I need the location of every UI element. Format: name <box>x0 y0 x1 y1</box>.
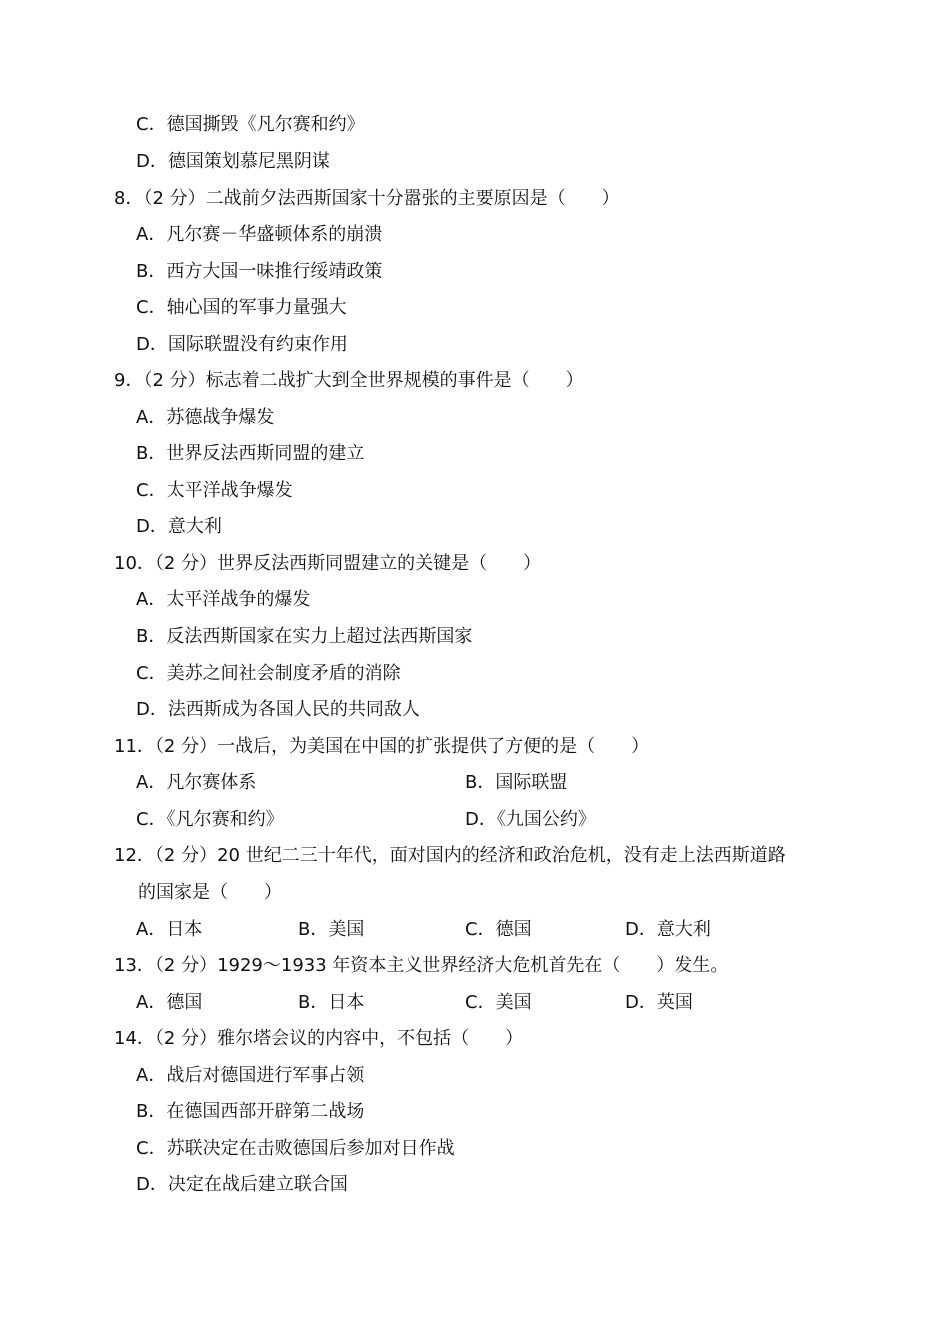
q9-option-a: A．苏德战争爆发 <box>136 407 275 428</box>
q9-option-b: B．世界反法西斯同盟的建立 <box>136 443 365 464</box>
q11-option-b: B．国际联盟 <box>465 772 568 793</box>
q10-stem: 10．（2 分）世界反法西斯同盟建立的关键是（ ） <box>114 553 542 574</box>
q10-option-b: B．反法西斯国家在实力上超过法西斯国家 <box>136 626 473 647</box>
q10-option-c: C．美苏之间社会制度矛盾的消除 <box>136 663 401 684</box>
q14-option-b: B．在德国西部开辟第二战场 <box>136 1101 365 1122</box>
q14-option-a: A．战后对德国进行军事占领 <box>136 1065 365 1086</box>
q13-option-b: B．日本 <box>298 992 365 1013</box>
q7-option-d: D．德国策划慕尼黑阴谋 <box>136 151 330 172</box>
q8-option-b: B．西方大国一味推行绥靖政策 <box>136 261 383 282</box>
q12-option-c: C．德国 <box>465 919 532 940</box>
q9-option-c: C．太平洋战争爆发 <box>136 480 293 501</box>
q13-stem: 13．（2 分）1929～1933 年资本主义世界经济大危机首先在（ ）发生。 <box>114 955 729 976</box>
q8-option-c: C．轴心国的军事力量强大 <box>136 297 347 318</box>
q11-stem: 11．（2 分）一战后，为美国在中国的扩张提供了方便的是（ ） <box>114 736 650 757</box>
q12-option-b: B．美国 <box>298 919 365 940</box>
q11-option-d: D．《九国公约》 <box>465 809 596 830</box>
q10-option-d: D．法西斯成为各国人民的共同敌人 <box>136 699 420 720</box>
q7-option-c: C．德国撕毁《凡尔赛和约》 <box>136 114 365 135</box>
q11-option-a: A．凡尔赛体系 <box>136 772 257 793</box>
q9-stem: 9．（2 分）标志着二战扩大到全世界规模的事件是（ ） <box>114 370 584 391</box>
q12-option-d: D．意大利 <box>625 919 711 940</box>
q8-stem: 8．（2 分）二战前夕法西斯国家十分嚣张的主要原因是（ ） <box>114 188 620 209</box>
q8-option-a: A．凡尔赛－华盛顿体系的崩溃 <box>136 224 383 245</box>
q14-option-d: D．决定在战后建立联合国 <box>136 1174 348 1195</box>
q13-option-c: C．美国 <box>465 992 532 1013</box>
q12-option-a: A．日本 <box>136 919 203 940</box>
q13-option-d: D．英国 <box>625 992 693 1013</box>
q10-option-a: A．太平洋战争的爆发 <box>136 589 311 610</box>
q13-option-a: A．德国 <box>136 992 203 1013</box>
q11-option-c: C．《凡尔赛和约》 <box>136 809 284 830</box>
q12-stem-continued: 的国家是（ ） <box>138 882 282 903</box>
q8-option-d: D．国际联盟没有约束作用 <box>136 334 348 355</box>
q14-option-c: C．苏联决定在击败德国后参加对日作战 <box>136 1138 455 1159</box>
q9-option-d: D．意大利 <box>136 516 222 537</box>
q12-stem: 12．（2 分）20 世纪二三十年代，面对国内的经济和政治危机，没有走上法西斯道路 <box>114 845 786 866</box>
q14-stem: 14．（2 分）雅尔塔会议的内容中，不包括（ ） <box>114 1028 524 1049</box>
